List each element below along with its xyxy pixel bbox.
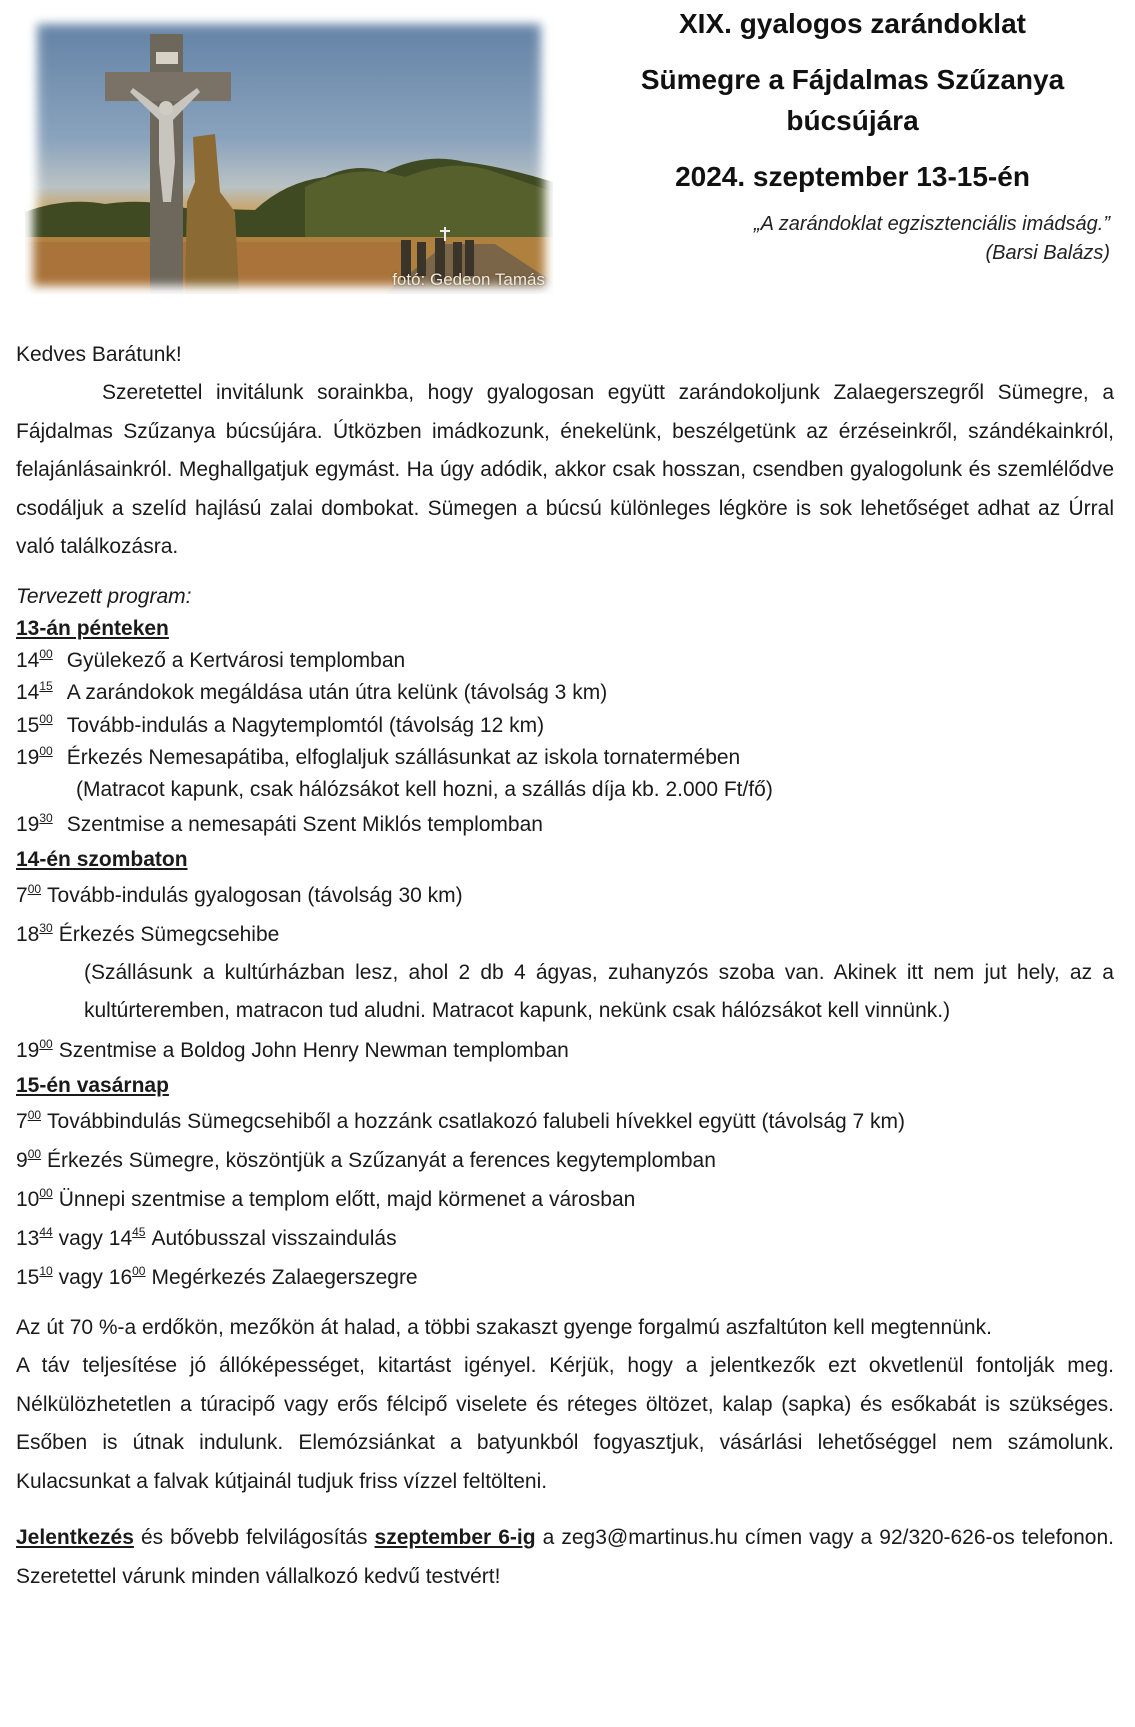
- contact-text: címen vagy a: [737, 1526, 880, 1549]
- title-line-2: Sümegre a Fájdalmas Szűzanya: [640, 64, 1065, 95]
- schedule-text: Érkezés Sümegre, köszöntjük a Szűzanyát a ferences kegytemplomban: [47, 1148, 716, 1172]
- schedule-text: A zarándokok megáldása után útra kelünk (távolság 3 km): [66, 681, 608, 704]
- schedule-text: Érkezés Nemesapátiba, elfoglaljuk szállásunkat az iskola tornatermében: [66, 746, 741, 769]
- time-hour: 7: [16, 1109, 28, 1133]
- title-line-1: XIX. gyalogos zarándoklat: [679, 8, 1026, 39]
- schedule-time: [16, 1141, 41, 1180]
- schedule-item: [16, 710, 1114, 743]
- time-minute: 00: [39, 1036, 53, 1051]
- route-paragraph: Az út 70 %-a erdőkön, mezőkön át halad, a többi szakaszt gyenge forgalmú aszfaltúton kell megtennünk.: [16, 1315, 992, 1339]
- crucifix-field-illustration: [25, 12, 553, 294]
- intro-paragraph: Szeretettel invitálunk sorainkba, hogy gyalogosan együtt zarándokoljunk Zalaegerszegről Sümegre, a Fájdalmas Szűzanya búcsújára. Útközben imádkozunk, énekelünk, beszélgetünk az érzéseinkről, szándékainkról, felajánlásainkról. Meghallgatjuk egymást. Ha úgy adódik, akkor csak hosszan, csendben gyalogolunk és szemlélődve csodáljuk a szelíd hajlású zalai dombokat. Sümegen a búcsú különleges légköre is sok lehetőséget adhat az Úrral való találkozásra.: [16, 381, 1114, 558]
- time-hour: 19: [16, 812, 40, 836]
- or-text: vagy: [58, 1226, 103, 1250]
- schedule-item: [16, 805, 1114, 844]
- time-hour: 9: [16, 1148, 28, 1172]
- time-hour: 7: [16, 883, 28, 907]
- email-link[interactable]: zeg3@martinus.hu: [561, 1526, 738, 1549]
- schedule-note: (Matracot kapunk, csak hálózsákot kell hozni, a szállás díja kb. 2.000 Ft/fő): [76, 777, 773, 801]
- header-photo: [25, 12, 553, 294]
- register-label: Jelentkezés: [16, 1526, 134, 1549]
- time-hour: 14: [108, 1226, 133, 1250]
- schedule-item: [16, 1180, 1114, 1219]
- schedule-time: [16, 1031, 53, 1070]
- contact-text: a: [535, 1526, 562, 1549]
- schedule-time: [16, 915, 53, 954]
- schedule-time: [16, 1258, 53, 1297]
- schedule-time-alt: [109, 1219, 146, 1258]
- requirements-paragraph: A táv teljesítése jó állóképességet, kitartást igényel. Kérjük, hogy a jelentkezők ezt okvetlenül fontolják meg. Nélkülözhetetlen a túracipő vagy erős félcipő viselete és réteges öltözet, kalap (sapka) és esőkabát is szükséges. Esőben is útnak indulunk. Elemózsiánkat a batyunkból fogyasztjuk, vásárlási lehetőséggel nem számolunk. Kulacsunkat a falvak kútjainál tudjuk friss vízzel feltölteni.: [16, 1354, 1114, 1493]
- schedule-item: [16, 1102, 1114, 1141]
- schedule-note: (Szállásunk a kultúrházban lesz, ahol 2 db 4 ágyas, zuhanyzós szoba van. Akinek itt nem jut hely, az a kultúrteremben, matracon tud aludni. Matracot kapunk, nekünk csak hálózsákot kell vinnünk.): [84, 960, 1114, 1022]
- schedule-text: Szentmise a Boldog John Henry Newman templomban: [58, 1038, 569, 1062]
- time-minute: 00: [27, 881, 42, 896]
- schedule-text: Autóbusszal visszaindulás: [151, 1226, 397, 1250]
- schedule-text: Megérkezés Zalaegerszegre: [151, 1265, 418, 1289]
- time-minute: 45: [132, 1224, 146, 1239]
- schedule-text: Szentmise a nemesapáti Szent Miklós templomban: [66, 812, 543, 836]
- time-hour: 14: [16, 681, 40, 704]
- time-minute: 44: [39, 1224, 53, 1239]
- schedule-text: Tovább-indulás a Nagytemplomtól (távolság 12 km): [66, 713, 545, 737]
- time-minute: 00: [39, 1185, 53, 1200]
- schedule-text: Érkezés Sümegcsehibe: [58, 922, 280, 946]
- day-heading: 13-án pénteken: [16, 616, 169, 640]
- time-minute: 00: [27, 1107, 42, 1122]
- time-hour: 16: [108, 1265, 133, 1289]
- contact-text: és bővebb felvilágosítás: [133, 1526, 375, 1549]
- schedule-time: [16, 1219, 53, 1258]
- program-label: Tervezett program:: [16, 584, 192, 608]
- time-minute: 00: [132, 1263, 146, 1278]
- motto-author: (Barsi Balázs): [985, 242, 1110, 264]
- photo-credit: fotó: Gedeon Tamás: [392, 270, 545, 289]
- time-hour: 19: [16, 1038, 40, 1062]
- schedule-item: [16, 645, 1114, 678]
- schedule-item: [16, 876, 1114, 915]
- program-schedule: [16, 613, 1114, 1297]
- deadline: szeptember 6-ig: [374, 1526, 536, 1549]
- schedule-item: [16, 915, 1114, 954]
- schedule-time: [16, 645, 53, 678]
- schedule-text: Továbbindulás Sümegcsehiből a hozzánk csatlakozó falubeli hívekkel együtt (távolság 7 km): [47, 1109, 906, 1133]
- schedule-time: [16, 876, 41, 915]
- letter-body: [16, 340, 1114, 1596]
- time-minute: 00: [39, 646, 53, 661]
- schedule-text: Gyülekező a Kertvárosi templomban: [66, 648, 406, 672]
- time-hour: 10: [16, 1187, 40, 1211]
- schedule-item: [16, 1219, 1114, 1258]
- motto-quote: „A zarándoklat egzisztenciális imádság.”: [753, 213, 1110, 235]
- phone-number[interactable]: 92/320-626: [879, 1526, 986, 1549]
- time-hour: 14: [16, 648, 40, 672]
- time-minute: 00: [39, 744, 53, 758]
- day-heading: 15-én vasárnap: [16, 1073, 169, 1097]
- schedule-time: [16, 1180, 53, 1219]
- schedule-item: [16, 1258, 1114, 1297]
- day-heading: 14-én szombaton: [16, 847, 188, 871]
- schedule-time: [16, 805, 53, 844]
- or-text: vagy: [58, 1265, 103, 1289]
- schedule-time: [16, 710, 53, 743]
- schedule-text: Tovább-indulás gyalogosan (távolság 30 km): [47, 883, 463, 907]
- time-minute: 30: [39, 810, 53, 825]
- time-minute: 30: [39, 920, 53, 935]
- contact-paragraph: [16, 1519, 1114, 1596]
- motto: [754, 210, 1110, 268]
- time-hour: 15: [16, 713, 40, 737]
- schedule-item: [16, 742, 1114, 775]
- time-hour: 13: [16, 1226, 40, 1250]
- time-minute: 00: [27, 1146, 42, 1161]
- time-minute: 00: [39, 711, 53, 726]
- schedule-time: [16, 1102, 41, 1141]
- time-hour: 15: [16, 1265, 40, 1289]
- schedule-text: Ünnepi szentmise a templom előtt, majd körmenet a városban: [58, 1187, 636, 1211]
- contact-text: -os telefonon. Szeretettel várunk minden vállalkozó kedvű testvért!: [16, 1526, 1114, 1588]
- time-minute: 15: [39, 679, 53, 693]
- schedule-item: [16, 1141, 1114, 1180]
- event-date: 2024. szeptember 13-15-én: [675, 161, 1030, 192]
- time-hour: 19: [16, 746, 40, 769]
- time-hour: 18: [16, 922, 40, 946]
- schedule-time: [16, 742, 53, 775]
- schedule-time: [16, 677, 53, 710]
- schedule-item: [16, 1031, 1114, 1070]
- schedule-time-alt: [109, 1258, 146, 1297]
- greeting: Kedves Barátunk!: [16, 343, 182, 366]
- schedule-item: [16, 677, 1114, 710]
- title-line-3: búcsújára: [786, 105, 919, 136]
- time-minute: 10: [39, 1263, 53, 1278]
